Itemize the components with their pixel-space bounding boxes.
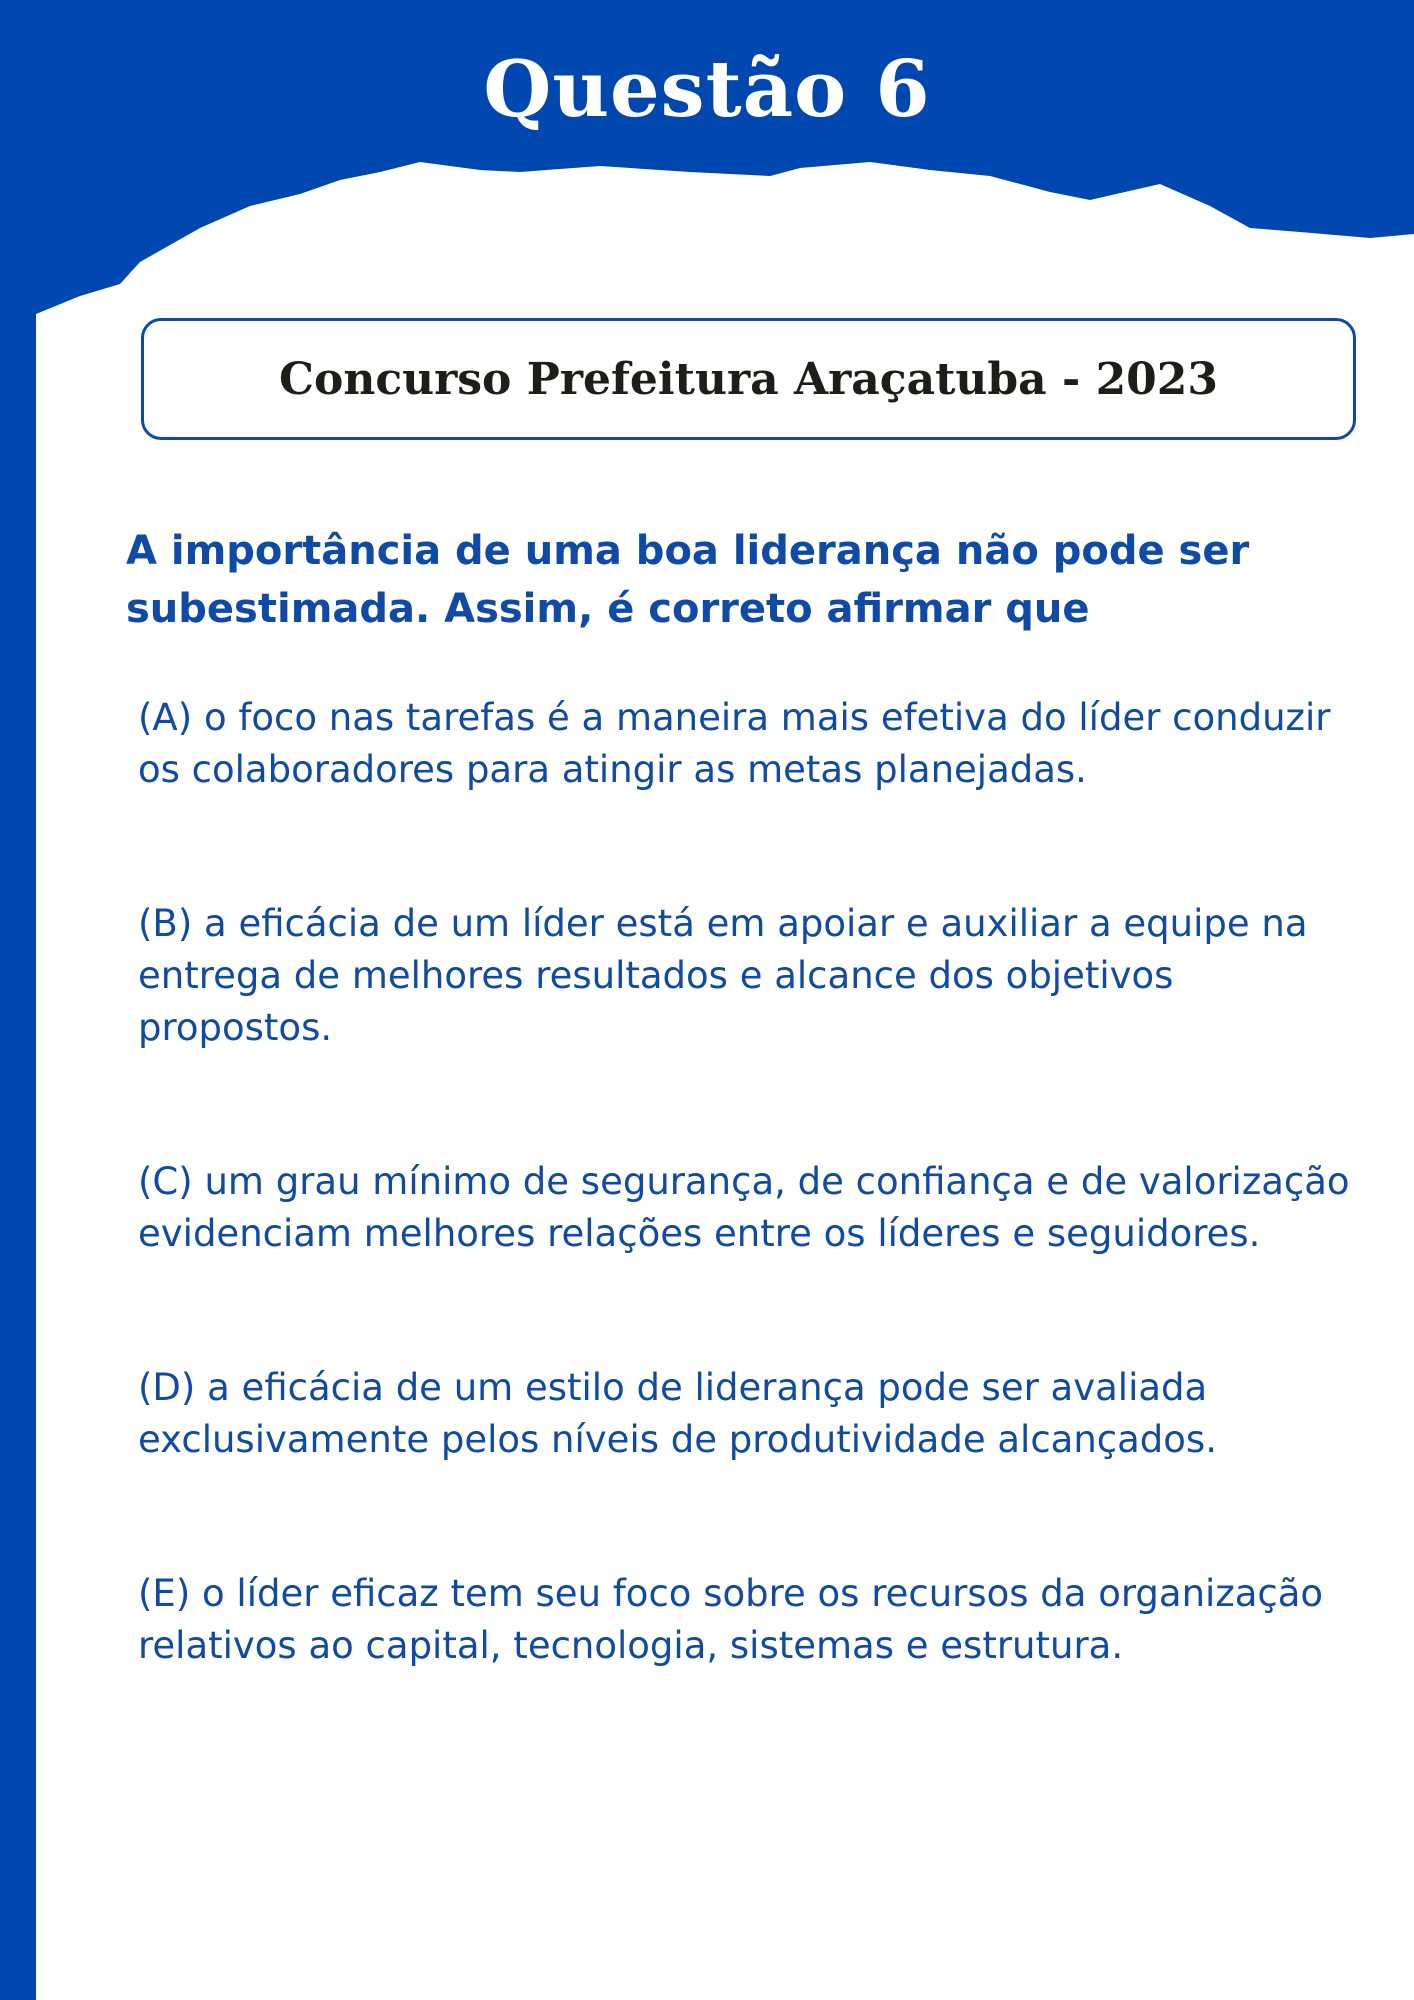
option-d: (D) a eficácia de um estilo de liderança pode ser avaliada exclusivamente pelos níveis de produtividade alcançados. [138,1366,1217,1461]
question-text: A importância de uma boa liderança não pode ser subestimada. Assim, é correto afirmar que [126,528,1250,632]
exam-box [141,318,1356,440]
option-e: (E) o líder eficaz tem seu foco sobre os recursos da organização relativos ao capital, tecnologia, sistemas e estrutura. [138,1572,1324,1667]
page-title: Questão 6 [483,44,931,135]
option-a: (A) o foco nas tarefas é a maneira mais efetiva do líder conduzir os colaboradores para atingir as metas planejadas. [138,696,1331,791]
option-c: (C) um grau mínimo de segurança, de confiança e de valorização evidenciam melhores relações entre os líderes e seguidores. [138,1160,1350,1255]
options-list [138,692,1358,1774]
option-b: (B) a eficácia de um líder está em apoiar e auxiliar a equipe na entrega de melhores resultados e alcance dos objetivos propostos. [138,902,1308,1049]
exam-label: Concurso Prefeitura Araçatuba - 2023 [278,353,1219,405]
